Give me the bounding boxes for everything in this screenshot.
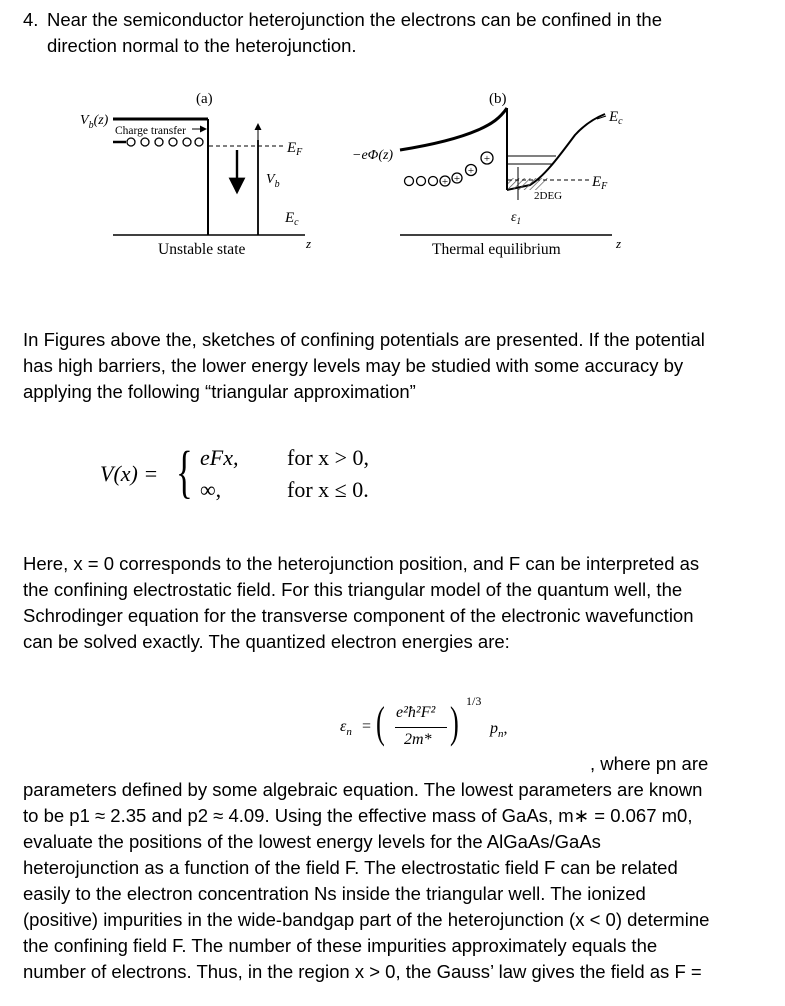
caption-a: Unstable state: [158, 241, 246, 258]
case1-condition: for x > 0,: [287, 445, 370, 470]
panel-b-label: (b): [489, 91, 507, 107]
ec-label-a: $E_c$: [285, 210, 299, 228]
z-label-a: z: [306, 236, 312, 251]
paragraph-2-line4: can be solved exactly. The quantized electron energies are:: [23, 631, 510, 652]
charge-transfer-label: Charge transfer: [115, 125, 186, 137]
energy-exponent: 1/3: [466, 694, 482, 708]
paragraph-3-line6: (positive) impurities in the wide-bandgap part of the heterojunction (x < 0) determine: [23, 909, 710, 930]
paragraph-1-line1: In Figures above the, sketches of confining potentials are presented. If the potential: [23, 329, 705, 350]
paragraph-3-line7: the confining field F. The number of these impurities approximately equals the: [23, 935, 658, 956]
paragraph-3-line1: parameters defined by some algebraic equation. The lowest parameters are known: [23, 779, 703, 800]
problem-number: 4.: [23, 9, 39, 30]
paragraph-3: [23, 777, 771, 985]
svg-text:+: +: [483, 153, 491, 165]
electron-circles-b: [405, 177, 438, 186]
energy-denominator: 2m*: [404, 731, 432, 748]
paragraph-3-line2: to be p1 ≈ 2.35 and p2 ≈ 4.09. Using the effective mass of GaAs, m∗ = 0.067 m0,: [23, 805, 693, 826]
problem-intro-line2: direction normal to the heterojunction.: [47, 35, 357, 56]
equation-potential: [100, 439, 420, 511]
ef-label-b: $E_F$: [592, 174, 608, 192]
paragraph-3-line8: number of electrons. Thus, in the region x > 0, the Gauss’ law gives the field as F =: [23, 961, 702, 982]
equation-brace: {: [176, 439, 193, 504]
paragraph-2-line1: Here, x = 0 corresponds to the heterojunction position, and F can be interpreted as: [23, 553, 700, 574]
twodeg-hatch: [508, 178, 548, 190]
paren-left: (: [376, 698, 385, 747]
heterojunction-figure: [0, 80, 785, 270]
z-label-b: z: [616, 236, 622, 251]
paragraph-2: [23, 551, 771, 655]
panel-b: [352, 91, 623, 258]
paragraph-3-line4: heterojunction as a function of the field F. The electrostatic field F can be related: [23, 857, 678, 878]
electron-circles-a: [127, 138, 203, 146]
paragraph-3-line3: evaluate the positions of the lowest energy levels for the AlGaAs/GaAs: [23, 831, 601, 852]
case1-value: eFx,: [200, 445, 239, 470]
paragraph-3-line0: , where pn are: [590, 753, 709, 774]
energy-lhs: $\varepsilon_n$: [340, 718, 352, 739]
svg-text:+: +: [467, 165, 475, 177]
ec-label-b: $E_c$: [609, 109, 623, 127]
paragraph-1-line3: applying the following “triangular approximation”: [23, 381, 416, 402]
case2-condition: for x ≤ 0.: [287, 477, 369, 502]
panel-a-label: (a): [196, 91, 213, 107]
fraction-bar: [395, 727, 447, 728]
energy-factor: $p_n$,: [490, 720, 508, 741]
vb-label-a: $V_b$: [266, 172, 280, 190]
phi-label: −eΦ(z): [352, 148, 394, 163]
twodeg-label: 2DEG: [534, 190, 563, 202]
equation-energy: [340, 694, 540, 760]
paragraph-2-line2: the confining electrostatic field. For this triangular model of the quantum well, the: [23, 579, 683, 600]
case2-value: ∞,: [200, 477, 222, 502]
paragraph-1: [23, 327, 771, 405]
energy-numerator: e²ħ²F²: [396, 704, 436, 721]
caption-b: Thermal equilibrium: [432, 241, 561, 258]
paragraph-3-line5: easily to the electron concentration Ns inside the triangular well. The ionized: [23, 883, 646, 904]
ef-label-a: $E_F$: [287, 140, 303, 158]
paren-right: ): [450, 698, 459, 747]
problem-intro-line1: Near the semiconductor heterojunction the electrons can be confined in the: [47, 9, 662, 30]
svg-text:+: +: [441, 176, 449, 188]
equation-potential-lhs: V(x) =: [100, 461, 159, 486]
paragraph-2-line3: Schrodinger equation for the transverse component of the electronic wavefunction: [23, 605, 694, 626]
potential-curve-b: [400, 108, 507, 150]
panel-a: [80, 91, 311, 258]
svg-text:+: +: [453, 173, 461, 185]
paragraph-1-line2: has high barriers, the lower energy levels may be studied with some accuracy by: [23, 355, 684, 376]
vb-z-label: $V_b(z)$: [80, 113, 109, 131]
energy-equals: =: [362, 718, 372, 735]
e1-label: $\varepsilon_1$: [511, 210, 522, 226]
